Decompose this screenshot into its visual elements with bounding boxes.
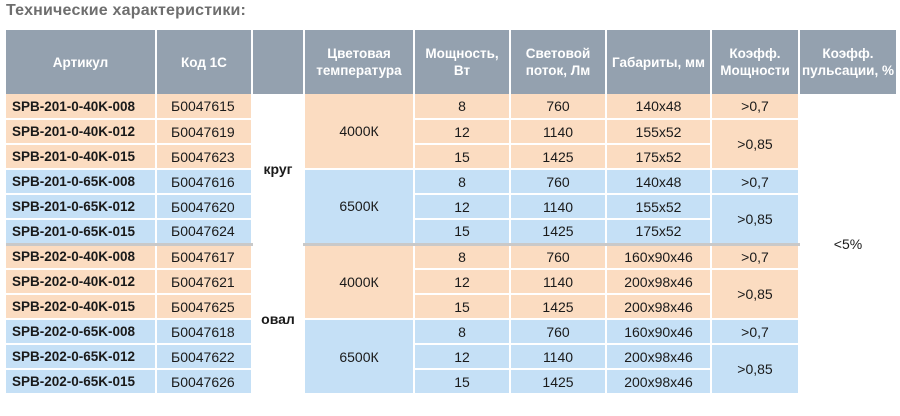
page-title: Технические характеристики: bbox=[6, 2, 247, 19]
size-cell: 175x52 bbox=[606, 219, 711, 244]
header-code: Код 1С bbox=[156, 30, 252, 94]
flux-cell: 1140 bbox=[510, 344, 606, 369]
code-cell: Б0047615 bbox=[156, 94, 252, 119]
pf-cell: >0,85 bbox=[711, 119, 799, 169]
flux-cell: 1140 bbox=[510, 194, 606, 219]
flux-cell: 1140 bbox=[510, 119, 606, 144]
size-cell: 140x48 bbox=[606, 169, 711, 194]
header-color-temp: Цветовая температура bbox=[304, 30, 414, 94]
size-cell: 200x98x46 bbox=[606, 369, 711, 394]
flux-cell: 760 bbox=[510, 169, 606, 194]
pf-cell: >0,85 bbox=[711, 344, 799, 394]
table-row bbox=[6, 244, 896, 269]
power-cell: 12 bbox=[414, 194, 510, 219]
flux-cell: 1425 bbox=[510, 369, 606, 394]
header-power: Мощность, Вт bbox=[414, 30, 510, 94]
article-cell: SPB-201-0-40K-008 bbox=[6, 94, 156, 119]
size-cell: 160x90x46 bbox=[606, 319, 711, 344]
size-cell: 175x52 bbox=[606, 144, 711, 169]
pf-cell: >0,7 bbox=[711, 244, 799, 269]
header-pf: Коэфф. Мощности bbox=[711, 30, 799, 94]
flux-cell: 760 bbox=[510, 244, 606, 269]
table-row bbox=[6, 269, 896, 294]
pf-cell: >0,7 bbox=[711, 169, 799, 194]
code-cell: Б0047619 bbox=[156, 119, 252, 144]
article-cell: SPB-201-0-65K-008 bbox=[6, 169, 156, 194]
pf-cell: >0,85 bbox=[711, 269, 799, 319]
article-cell: SPB-201-0-65K-012 bbox=[6, 194, 156, 219]
color-temp-cell: 4000К bbox=[304, 244, 414, 319]
power-cell: 8 bbox=[414, 169, 510, 194]
flux-cell: 1425 bbox=[510, 219, 606, 244]
flux-cell: 1425 bbox=[510, 144, 606, 169]
code-cell: Б0047624 bbox=[156, 219, 252, 244]
code-cell: Б0047618 bbox=[156, 319, 252, 344]
flux-cell: 1140 bbox=[510, 269, 606, 294]
code-cell: Б0047616 bbox=[156, 169, 252, 194]
power-cell: 12 bbox=[414, 119, 510, 144]
color-temp-cell: 6500К bbox=[304, 319, 414, 394]
code-cell: Б0047625 bbox=[156, 294, 252, 319]
shape-cell: круг bbox=[252, 94, 304, 244]
table-row bbox=[6, 119, 896, 144]
power-cell: 12 bbox=[414, 269, 510, 294]
code-cell: Б0047621 bbox=[156, 269, 252, 294]
pf-cell: >0,7 bbox=[711, 94, 799, 119]
color-temp-cell: 4000К bbox=[304, 94, 414, 169]
article-cell: SPB-202-0-65K-015 bbox=[6, 369, 156, 394]
size-cell: 160x90x46 bbox=[606, 244, 711, 269]
article-cell: SPB-201-0-40K-015 bbox=[6, 144, 156, 169]
power-cell: 15 bbox=[414, 144, 510, 169]
header-pulsation: Коэфф. пульсации, % bbox=[799, 30, 896, 94]
code-cell: Б0047623 bbox=[156, 144, 252, 169]
flux-cell: 760 bbox=[510, 94, 606, 119]
header-shape bbox=[252, 30, 304, 94]
size-cell: 155x52 bbox=[606, 119, 711, 144]
power-cell: 8 bbox=[414, 94, 510, 119]
code-cell: Б0047620 bbox=[156, 194, 252, 219]
article-cell: SPB-201-0-65K-015 bbox=[6, 219, 156, 244]
power-cell: 12 bbox=[414, 344, 510, 369]
color-temp-cell: 6500К bbox=[304, 169, 414, 244]
code-cell: Б0047626 bbox=[156, 369, 252, 394]
article-cell: SPB-202-0-65K-012 bbox=[6, 344, 156, 369]
code-cell: Б0047617 bbox=[156, 244, 252, 269]
article-cell: SPB-202-0-40K-008 bbox=[6, 244, 156, 269]
power-cell: 8 bbox=[414, 244, 510, 269]
article-cell: SPB-202-0-40K-015 bbox=[6, 294, 156, 319]
pulsation-cell: <5% bbox=[799, 94, 896, 394]
header-flux: Световой поток, Лм bbox=[510, 30, 606, 94]
table-row bbox=[6, 319, 896, 344]
size-cell: 200x98x46 bbox=[606, 294, 711, 319]
table-row bbox=[6, 169, 896, 194]
power-cell: 15 bbox=[414, 369, 510, 394]
header-article: Артикул bbox=[6, 30, 156, 94]
shape-cell: овал bbox=[252, 244, 304, 394]
power-cell: 8 bbox=[414, 319, 510, 344]
pf-cell: >0,85 bbox=[711, 194, 799, 244]
article-cell: SPB-201-0-40K-012 bbox=[6, 119, 156, 144]
power-cell: 15 bbox=[414, 219, 510, 244]
power-cell: 15 bbox=[414, 294, 510, 319]
pf-cell: >0,7 bbox=[711, 319, 799, 344]
header-row bbox=[6, 30, 896, 94]
article-cell: SPB-202-0-40K-012 bbox=[6, 269, 156, 294]
spec-table bbox=[6, 30, 896, 395]
header-size: Габариты, мм bbox=[606, 30, 711, 94]
size-cell: 200x98x46 bbox=[606, 269, 711, 294]
size-cell: 200x98x46 bbox=[606, 344, 711, 369]
size-cell: 155x52 bbox=[606, 194, 711, 219]
code-cell: Б0047622 bbox=[156, 344, 252, 369]
table-row bbox=[6, 344, 896, 369]
flux-cell: 1425 bbox=[510, 294, 606, 319]
size-cell: 140x48 bbox=[606, 94, 711, 119]
table-row bbox=[6, 94, 896, 119]
flux-cell: 760 bbox=[510, 319, 606, 344]
table-row bbox=[6, 194, 896, 219]
article-cell: SPB-202-0-65K-008 bbox=[6, 319, 156, 344]
